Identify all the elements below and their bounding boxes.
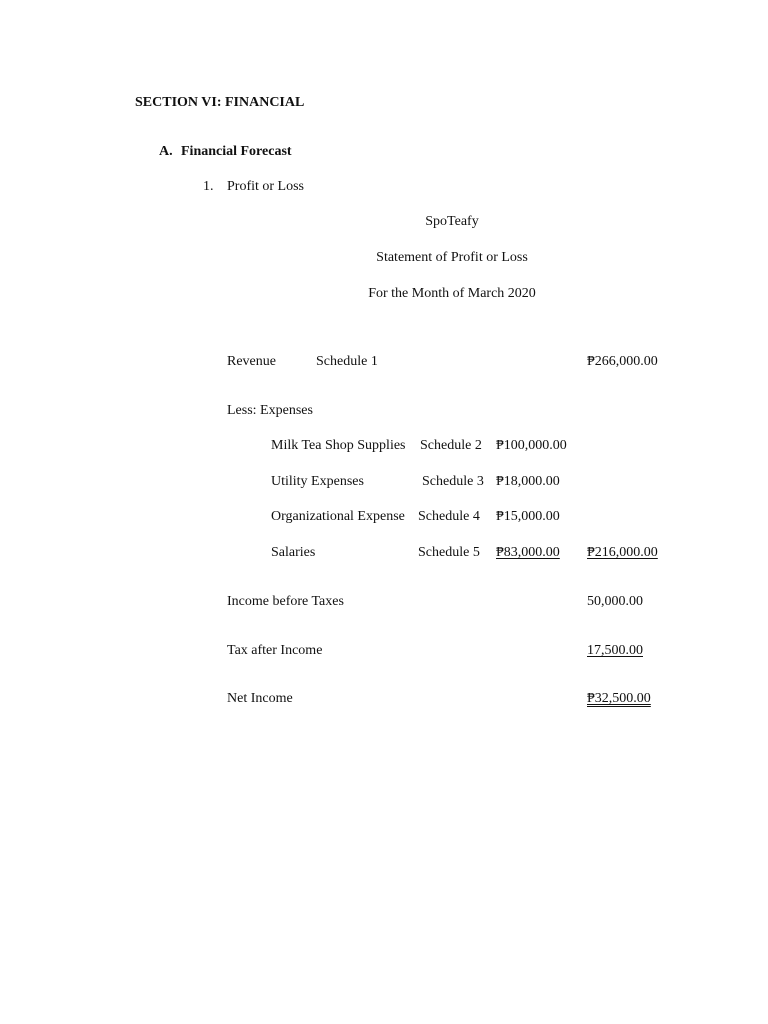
subsection-title: Financial Forecast (181, 144, 292, 159)
item-title: Profit or Loss (227, 179, 304, 194)
expense-amount: ₱83,000.00 (496, 545, 560, 560)
section-title: SECTION VI: FINANCIAL (135, 95, 305, 110)
expense-label: Milk Tea Shop Supplies (271, 438, 406, 453)
income-before-taxes-label: Income before Taxes (227, 594, 344, 609)
expense-amount: ₱18,000.00 (496, 474, 560, 489)
tax-label: Tax after Income (227, 643, 323, 658)
expense-schedule: Schedule 5 (418, 545, 480, 560)
item-number: 1. (203, 179, 214, 194)
net-income-label: Net Income (227, 691, 293, 706)
expense-label: Utility Expenses (271, 474, 364, 489)
statement-period: For the Month of March 2020 (368, 286, 536, 301)
expense-label: Salaries (271, 545, 316, 560)
expenses-header: Less: Expenses (227, 403, 313, 418)
expense-schedule: Schedule 4 (418, 509, 480, 524)
tax-amount: 17,500.00 (587, 643, 643, 658)
expense-amount: ₱100,000.00 (496, 438, 567, 453)
statement-title: Statement of Profit or Loss (376, 250, 528, 265)
revenue-label: Revenue (227, 354, 276, 369)
expense-schedule: Schedule 3 (422, 474, 484, 489)
revenue-total: ₱266,000.00 (587, 354, 658, 369)
company-name: SpoTeafy (425, 214, 479, 229)
expense-label: Organizational Expense (271, 509, 405, 524)
expenses-total: ₱216,000.00 (587, 545, 658, 560)
revenue-schedule: Schedule 1 (316, 354, 378, 369)
income-before-taxes-amount: 50,000.00 (587, 594, 643, 609)
expense-schedule: Schedule 2 (420, 438, 482, 453)
net-income-amount: ₱32,500.00 (587, 691, 651, 706)
subsection-letter: A. (159, 144, 173, 159)
expense-amount: ₱15,000.00 (496, 509, 560, 524)
